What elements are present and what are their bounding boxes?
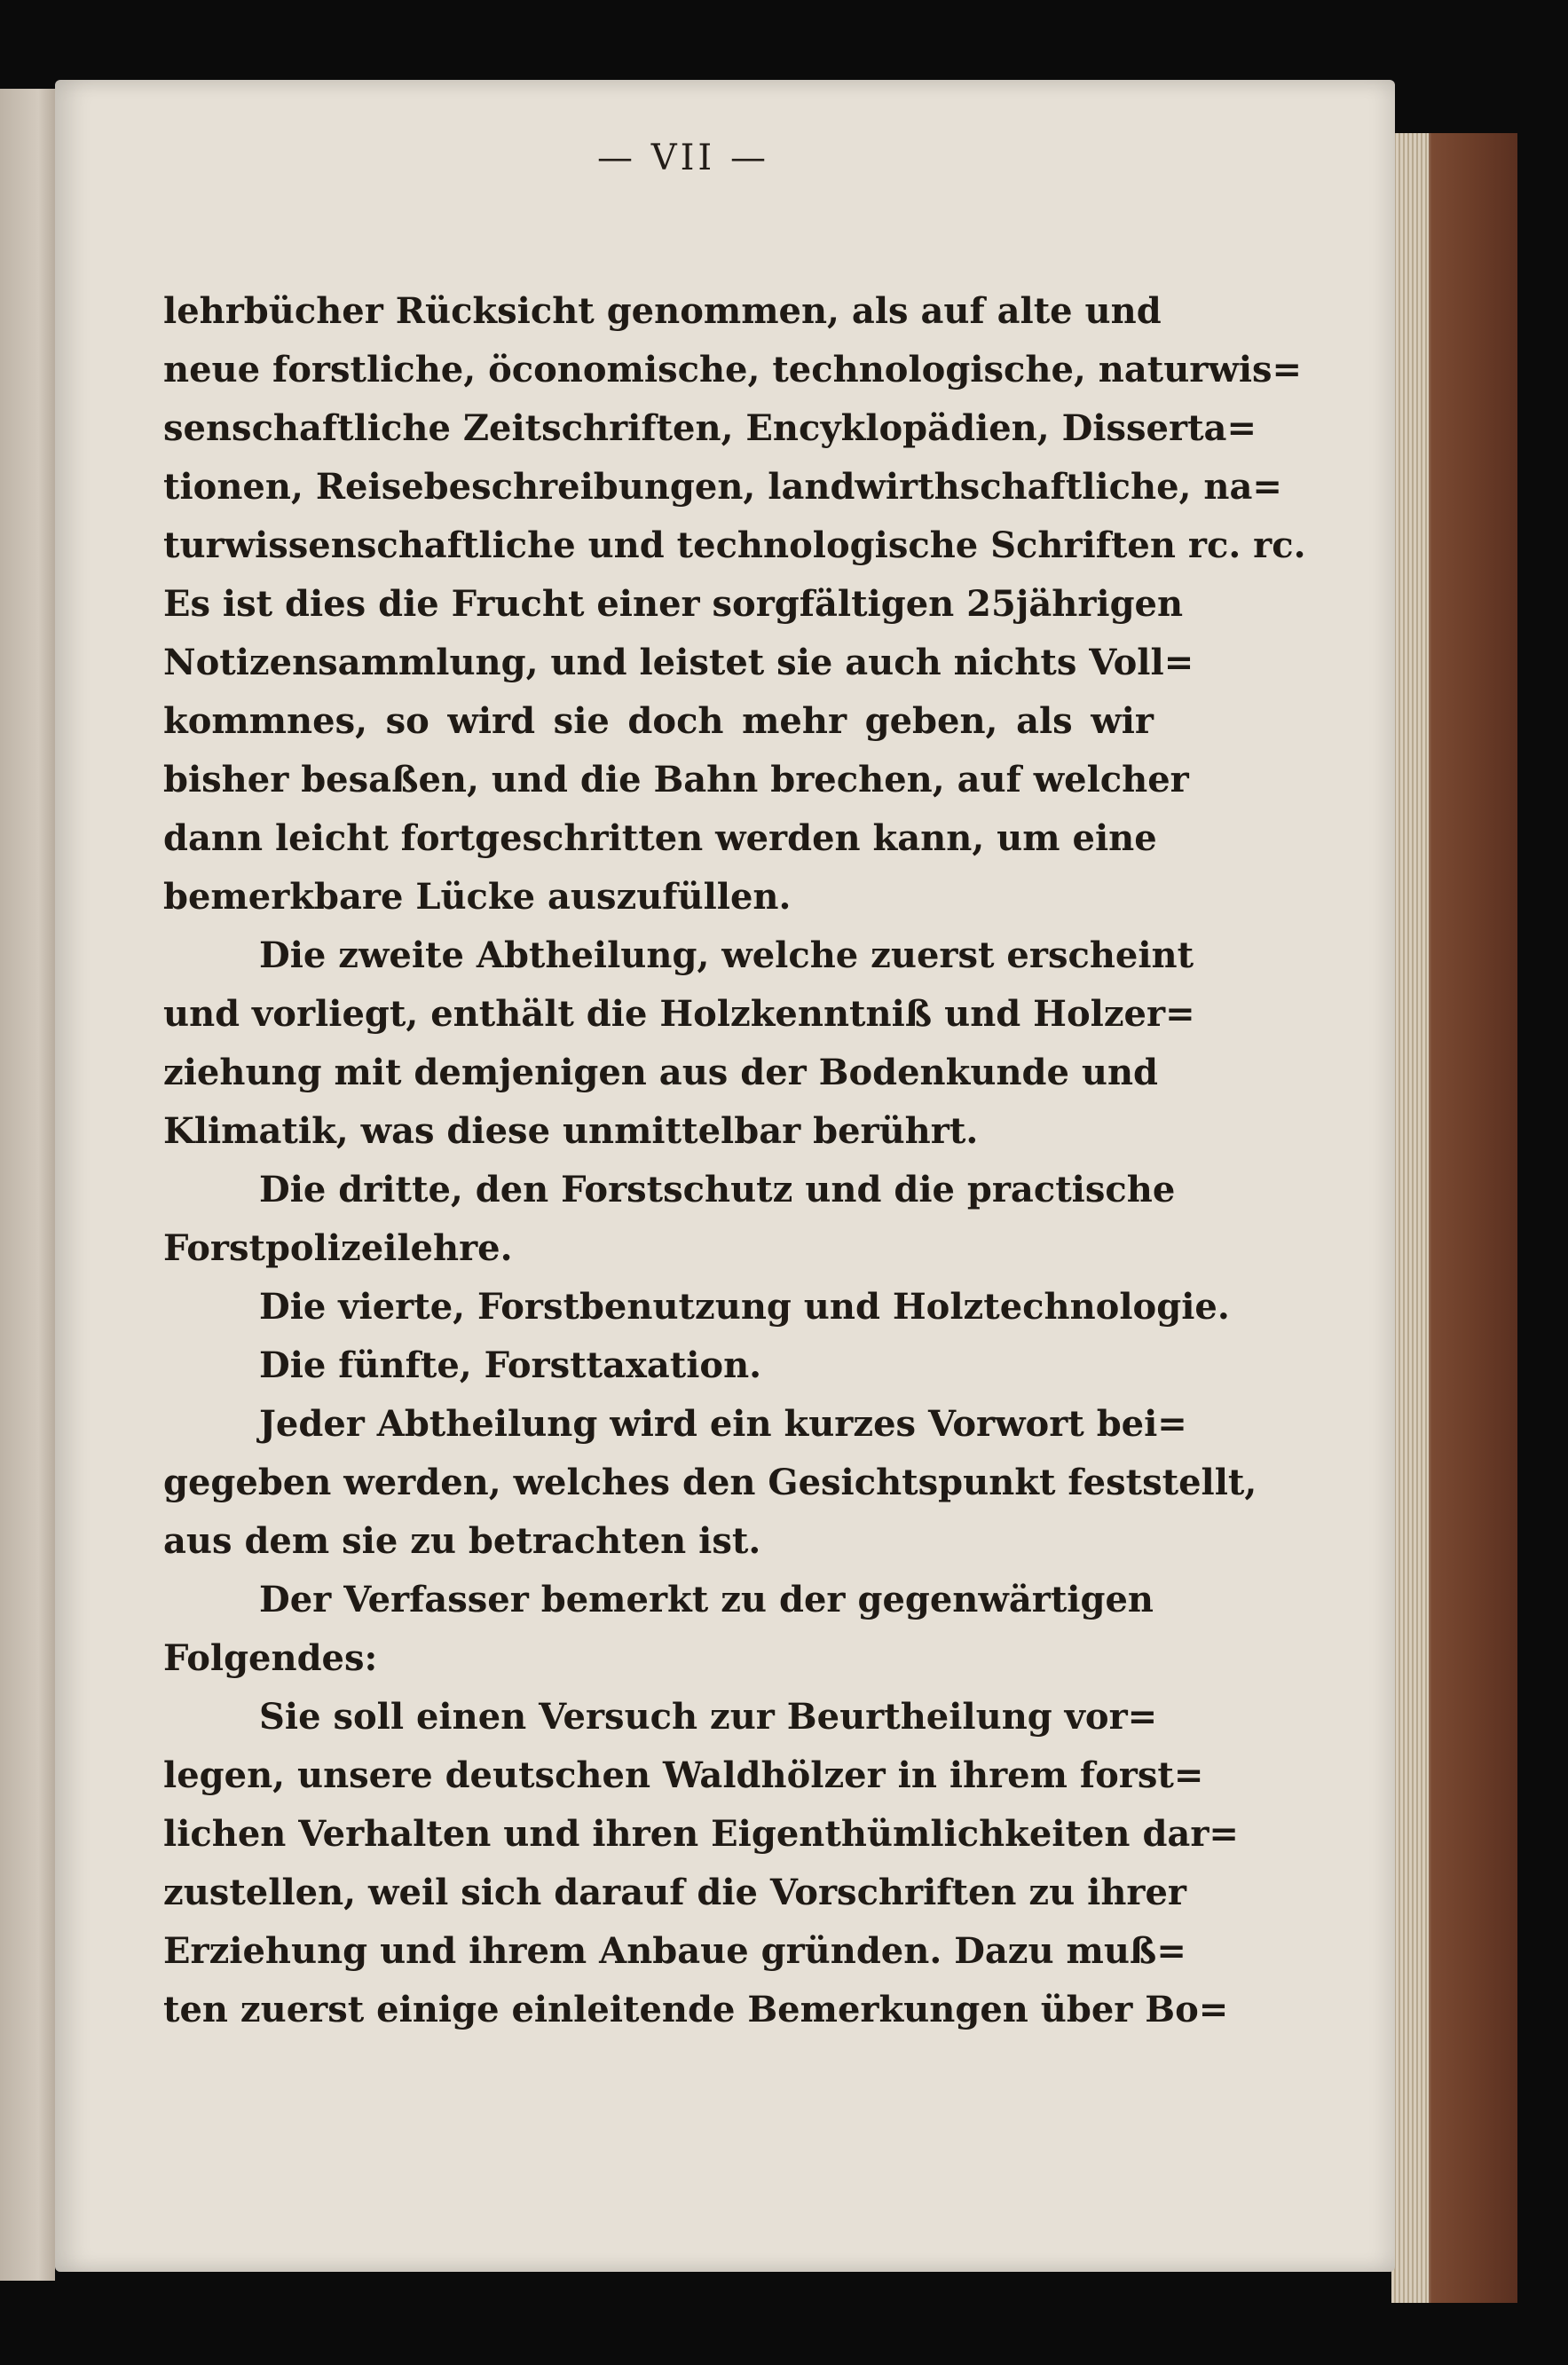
text-line: ten zuerst einige einleitende Bemerkungen über Bo= <box>163 1989 1229 2030</box>
text-line: Die zweite Abtheilung, welche zuerst erscheint <box>259 934 1194 976</box>
text-line: ziehung mit demjenigen aus der Bodenkunde und <box>163 1052 1158 1093</box>
text-line: Erziehung und ihrem Anbaue gründen. Dazu muß= <box>163 1930 1186 1972</box>
text-line: kommnes, so wird sie doch mehr geben, als wir <box>163 700 1154 742</box>
text-line: Forstpolizeilehre. <box>163 1227 513 1269</box>
text-line: bemerkbare Lücke auszufüllen. <box>163 876 792 918</box>
text-line: senschaftliche Zeitschriften, Encyklopädien, Disserta= <box>163 407 1257 449</box>
text-line: tionen, Reisebeschreibungen, landwirthschaftliche, na= <box>163 466 1282 508</box>
text-line: dann leicht fortgeschritten werden kann, um eine <box>163 817 1157 859</box>
text-line: zustellen, weil sich darauf die Vorschriften zu ihrer <box>163 1872 1187 1913</box>
text-line: Die vierte, Forstbenutzung und Holztechnologie. <box>259 1286 1230 1328</box>
text-line: bisher besaßen, und die Bahn brechen, auf welcher <box>163 759 1189 800</box>
text-line: legen, unsere deutschen Waldhölzer in ihrem forst= <box>163 1754 1204 1796</box>
text-line: neue forstliche, öconomische, technologische, naturwis= <box>163 349 1303 390</box>
text-line: turwissenschaftliche und technologische Schriften rc. rc. <box>163 524 1306 566</box>
text-line: Der Verfasser bemerkt zu der gegenwärtigen <box>259 1579 1154 1620</box>
text-line: lehrbücher Rücksicht genommen, als auf alte und <box>163 290 1162 332</box>
left-page-edge <box>0 89 55 2281</box>
text-line: und vorliegt, enthält die Holzkenntniß und Holzer= <box>163 993 1195 1035</box>
text-line: aus dem sie zu betrachten ist. <box>163 1520 761 1562</box>
page-number: — VII — <box>597 138 769 178</box>
page-edges <box>1391 133 1429 2303</box>
text-line: Folgendes: <box>163 1637 378 1679</box>
text-line: lichen Verhalten und ihren Eigenthümlichkeiten dar= <box>163 1813 1239 1855</box>
text-line: Die dritte, den Forstschutz und die practische <box>259 1169 1176 1210</box>
text-line: Jeder Abtheilung wird ein kurzes Vorwort bei= <box>259 1403 1187 1445</box>
text-line: Sie soll einen Versuch zur Beurtheilung vor= <box>259 1696 1158 1738</box>
text-line: Die fünfte, Forsttaxation. <box>259 1344 762 1386</box>
page-text <box>163 282 1306 2039</box>
text-line: Notizensammlung, und leistet sie auch nichts Voll= <box>163 642 1194 683</box>
text-line: gegeben werden, welches den Gesichtspunkt feststellt, <box>163 1462 1257 1503</box>
text-line: Es ist dies die Frucht einer sorgfältigen 25jährigen <box>163 583 1184 625</box>
book-edge <box>1391 133 1517 2303</box>
text-line: Klimatik, was diese unmittelbar berührt. <box>163 1110 979 1152</box>
